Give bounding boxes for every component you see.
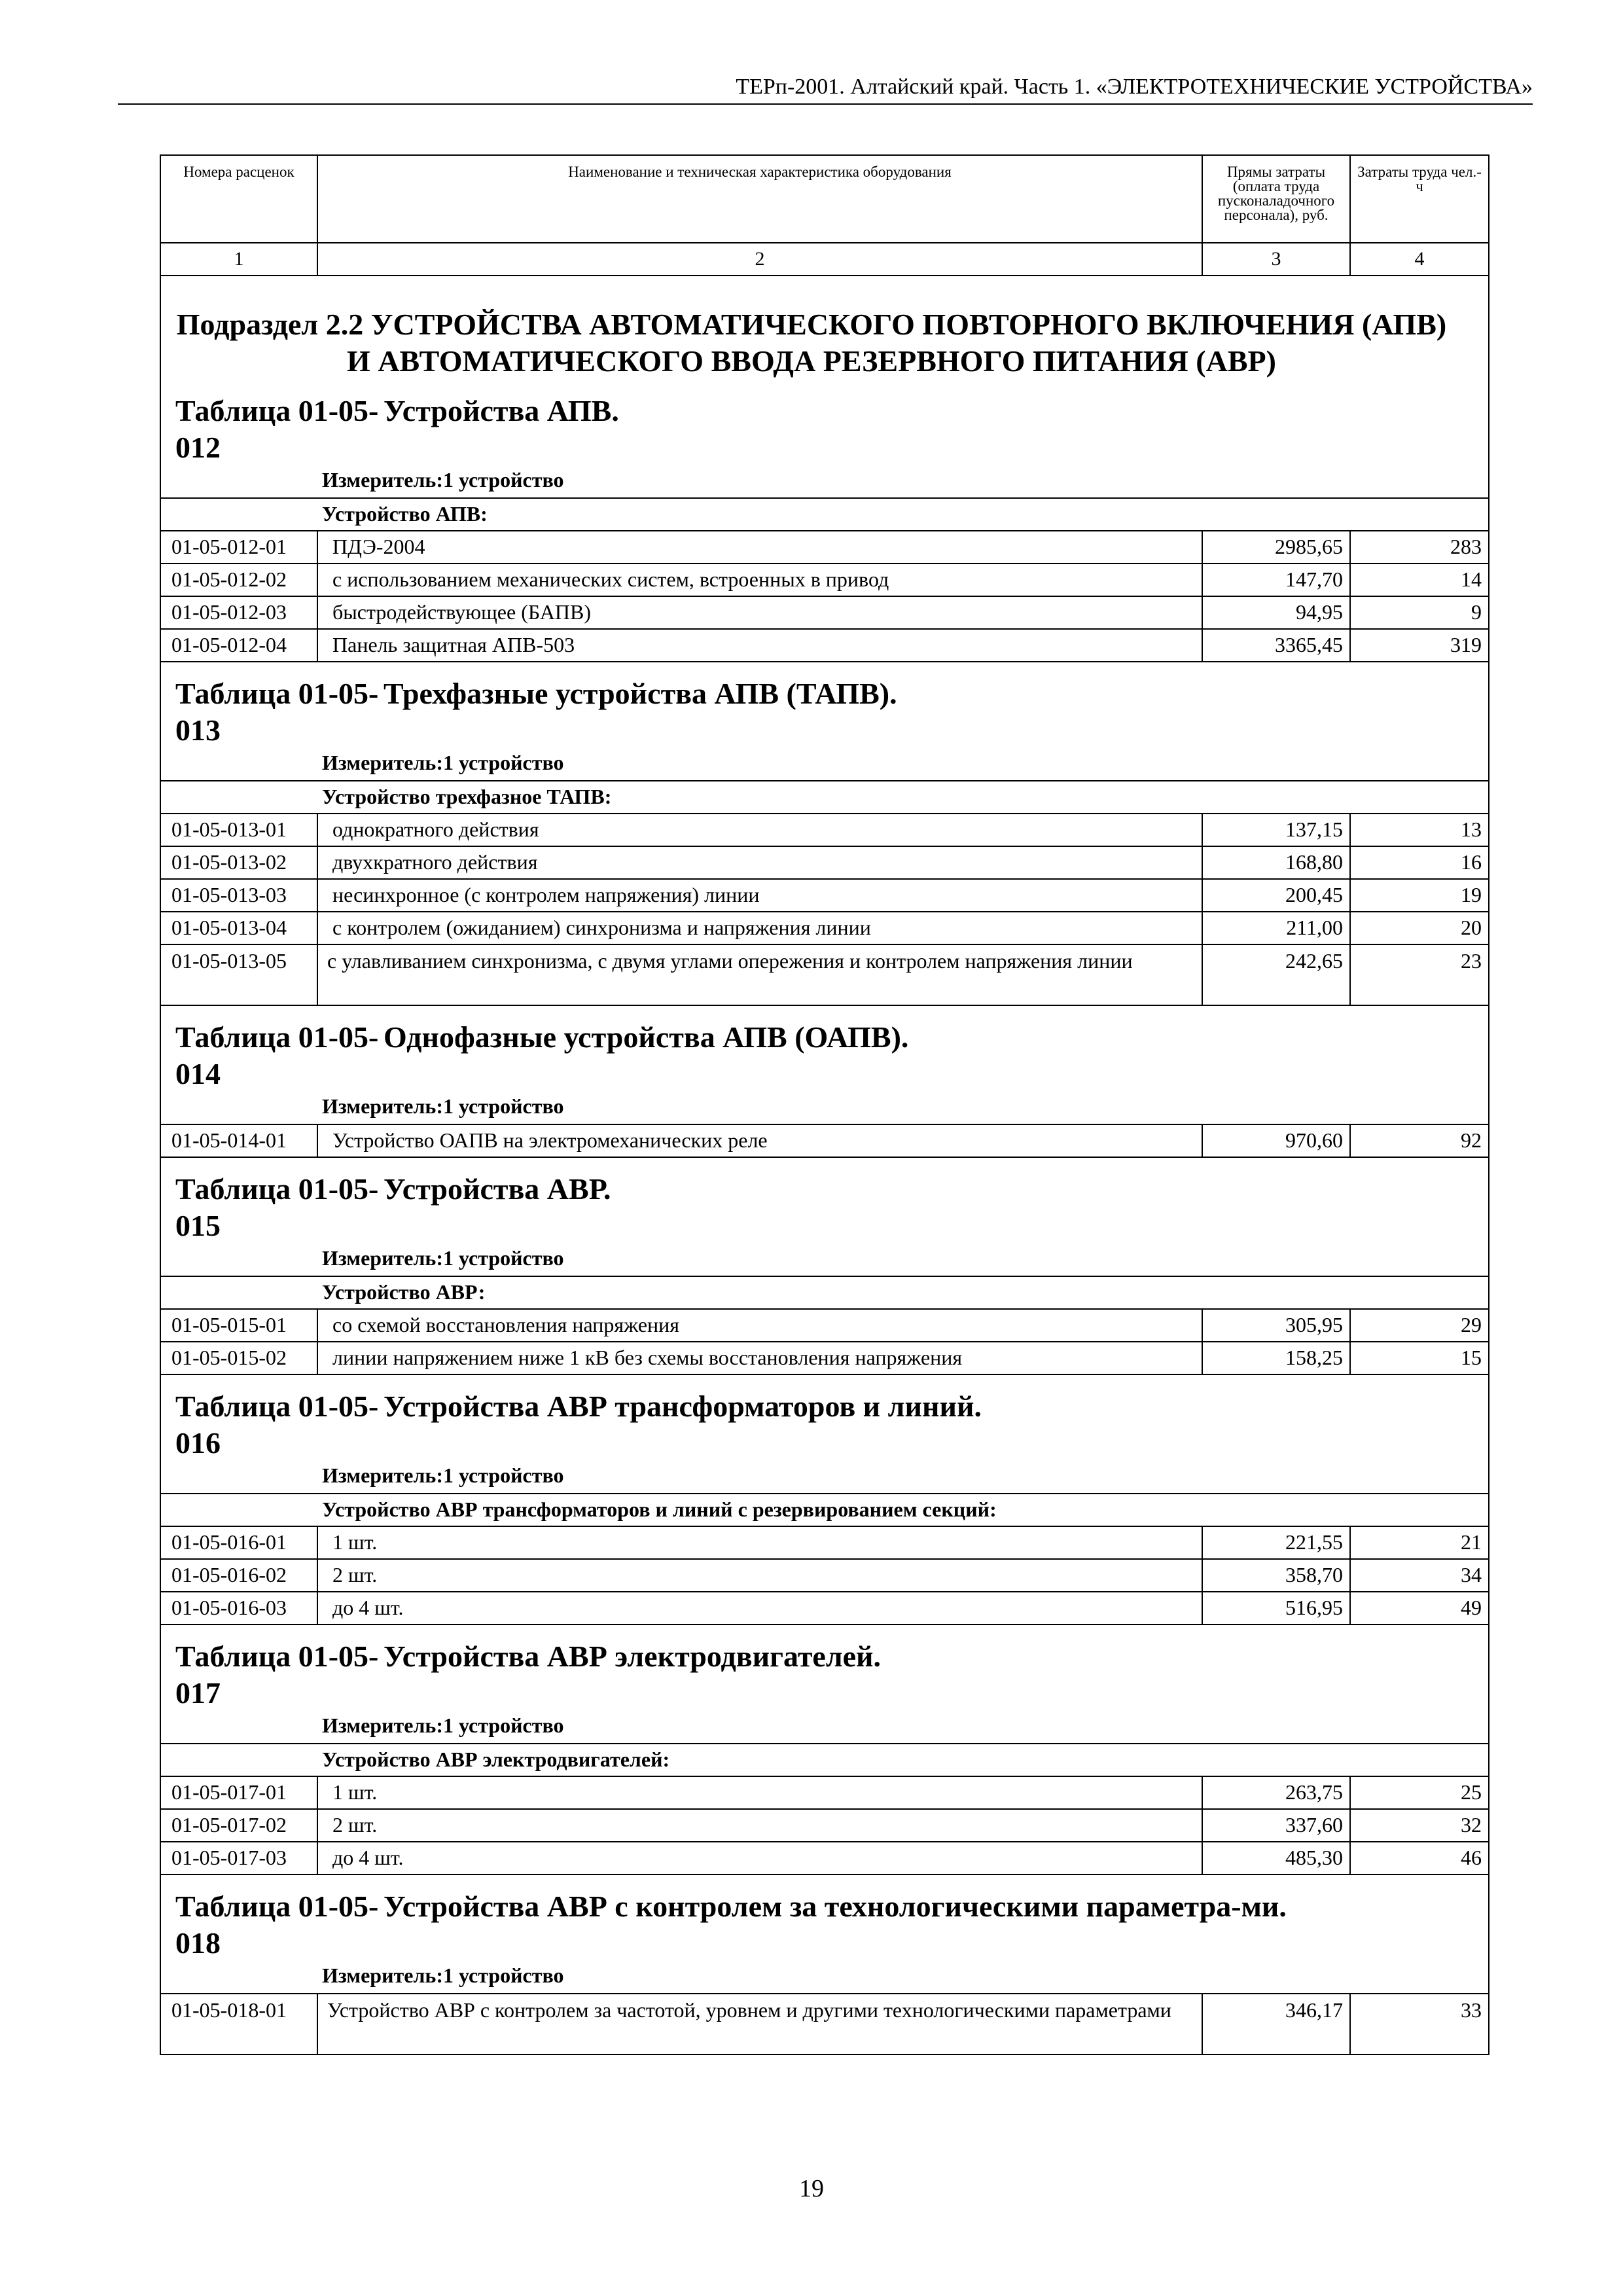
table-code: Таблица 01-05-016 (175, 1390, 379, 1460)
rate-code: 01-05-012-01 (160, 531, 317, 564)
table-code: Таблица 01-05-013 (175, 677, 379, 747)
rate-code: 01-05-012-02 (160, 564, 317, 596)
table-title-cell (160, 662, 1489, 781)
table-row (160, 1809, 1489, 1842)
table-name: Однофазные устройства АПВ (ОАПВ). (383, 1020, 909, 1054)
table-row (160, 564, 1489, 596)
table-code: Таблица 01-05-018 (175, 1890, 379, 1960)
subheader-row (160, 1276, 1489, 1309)
table-row (160, 846, 1489, 879)
table-measure: Измеритель:1 устройство (322, 1463, 564, 1487)
rate-name: линии напряжением ниже 1 кВ без схемы восстановления напряжения (317, 1342, 1202, 1374)
rate-code: 01-05-016-03 (160, 1592, 317, 1624)
rate-labor: 34 (1350, 1559, 1489, 1592)
table-row (160, 1124, 1489, 1157)
table-title-cell (160, 276, 1489, 498)
rate-labor: 14 (1350, 564, 1489, 596)
rate-code: 01-05-013-03 (160, 879, 317, 912)
subheader-label: Устройство АВР электродвигателей: (160, 1744, 1489, 1776)
rate-cost: 3365,45 (1202, 629, 1350, 662)
subheader-label: Устройство АПВ: (160, 498, 1489, 531)
table-title-cell (160, 1157, 1489, 1276)
rate-cost: 137,15 (1202, 814, 1350, 846)
rate-name: с улавливанием синхронизма, с двумя углами опережения и контролем напряжения линии (317, 944, 1202, 1005)
rate-name: Устройство ОАПВ на электромеханических реле (317, 1124, 1202, 1157)
rate-name: ПДЭ-2004 (317, 531, 1202, 564)
table-row (160, 629, 1489, 662)
column-number-row (160, 243, 1489, 276)
rate-labor: 46 (1350, 1842, 1489, 1874)
rate-cost: 358,70 (1202, 1559, 1350, 1592)
rate-code: 01-05-015-02 (160, 1342, 317, 1374)
table-title-row (160, 1874, 1489, 1994)
rate-name: несинхронное (с контролем напряжения) линии (317, 879, 1202, 912)
rate-name: со схемой восстановления напряжения (317, 1309, 1202, 1342)
rate-labor: 29 (1350, 1309, 1489, 1342)
rate-cost: 337,60 (1202, 1809, 1350, 1842)
rate-labor: 13 (1350, 814, 1489, 846)
rate-code: 01-05-012-04 (160, 629, 317, 662)
table-title-cell (160, 1005, 1489, 1124)
rate-code: 01-05-012-03 (160, 596, 317, 629)
column-header-row (160, 155, 1489, 243)
rate-code: 01-05-013-05 (160, 944, 317, 1005)
table-row (160, 944, 1489, 1005)
table-row (160, 531, 1489, 564)
rate-code: 01-05-016-01 (160, 1526, 317, 1559)
table-measure: Измеритель:1 устройство (322, 468, 564, 492)
table-row (160, 1776, 1489, 1809)
rate-labor: 15 (1350, 1342, 1489, 1374)
col-number-1: 1 (160, 243, 317, 276)
rate-cost: 485,30 (1202, 1842, 1350, 1874)
table-measure: Измеритель:1 устройство (322, 751, 564, 774)
table-title-row (160, 1005, 1489, 1124)
rate-labor: 19 (1350, 879, 1489, 912)
table-title (161, 1388, 1488, 1462)
rate-name: быстродействующее (БАПВ) (317, 596, 1202, 629)
table-row (160, 1842, 1489, 1874)
subheader-row (160, 498, 1489, 531)
rate-labor: 21 (1350, 1526, 1489, 1559)
rate-cost: 970,60 (1202, 1124, 1350, 1157)
table-name: Устройства АПВ. (383, 394, 619, 427)
table-name: Устройства АВР электродвигателей. (383, 1640, 882, 1673)
rate-code: 01-05-016-02 (160, 1559, 317, 1592)
rate-labor: 25 (1350, 1776, 1489, 1809)
rate-name: до 4 шт. (317, 1592, 1202, 1624)
rate-code: 01-05-013-04 (160, 912, 317, 944)
table-title-cell (160, 1874, 1489, 1994)
table-title-row (160, 1374, 1489, 1494)
rate-cost: 305,95 (1202, 1309, 1350, 1342)
table-title (161, 1638, 1488, 1712)
rate-cost: 221,55 (1202, 1526, 1350, 1559)
rate-name: с контролем (ожиданием) синхронизма и напряжения линии (317, 912, 1202, 944)
subheader-row (160, 781, 1489, 814)
rate-labor: 49 (1350, 1592, 1489, 1624)
table-row (160, 1342, 1489, 1374)
page-header (118, 71, 1533, 105)
table-name: Трехфазные устройства АПВ (ТАПВ). (383, 677, 897, 710)
rate-labor: 16 (1350, 846, 1489, 879)
table-title-row (160, 662, 1489, 781)
rate-labor: 283 (1350, 531, 1489, 564)
table-name: Устройства АВР с контролем за технологическими параметра-ми. (383, 1890, 1287, 1923)
rate-cost: 2985,65 (1202, 531, 1350, 564)
rate-cost: 242,65 (1202, 944, 1350, 1005)
header-text: ТЕРп-2001. Алтайский край. Часть 1. «ЭЛЕКТРОТЕХНИЧЕСКИЕ УСТРОЙСТВА» (736, 75, 1533, 99)
table-row (160, 1559, 1489, 1592)
table-name: Устройства АВР трансформаторов и линий. (383, 1390, 982, 1423)
subheader-row (160, 1494, 1489, 1526)
rate-code: 01-05-014-01 (160, 1124, 317, 1157)
col-header-labor: Затраты труда чел.-ч (1350, 155, 1489, 243)
table-row (160, 1592, 1489, 1624)
table-name: Устройства АВР. (383, 1172, 611, 1206)
rate-name: Панель защитная АПВ-503 (317, 629, 1202, 662)
table-row (160, 596, 1489, 629)
subheader-label: Устройство АВР трансформаторов и линий с резервированием секций: (160, 1494, 1489, 1526)
rate-name: двухкратного действия (317, 846, 1202, 879)
rate-cost: 200,45 (1202, 879, 1350, 912)
rate-code: 01-05-013-02 (160, 846, 317, 879)
rates-table (160, 154, 1489, 2055)
table-code: Таблица 01-05-014 (175, 1020, 379, 1090)
table-row (160, 912, 1489, 944)
rate-code: 01-05-018-01 (160, 1994, 317, 2054)
table-title-cell (160, 1624, 1489, 1744)
col-number-4: 4 (1350, 243, 1489, 276)
rate-labor: 9 (1350, 596, 1489, 629)
table-title (161, 393, 1488, 466)
table-code: Таблица 01-05-015 (175, 1172, 379, 1242)
rate-name: 1 шт. (317, 1776, 1202, 1809)
rate-code: 01-05-017-01 (160, 1776, 317, 1809)
rate-name: Устройство АВР с контролем за частотой, уровнем и другими технологическими параметрами (317, 1994, 1202, 2054)
rate-name: 2 шт. (317, 1809, 1202, 1842)
col-number-2: 2 (317, 243, 1202, 276)
table-measure: Измеритель:1 устройство (322, 1713, 564, 1737)
rate-labor: 32 (1350, 1809, 1489, 1842)
col-header-direct-costs: Прямы затраты (оплата труда пусконаладочного персонала), руб. (1202, 155, 1350, 243)
table-title-cell (160, 1374, 1489, 1494)
rate-code: 01-05-013-01 (160, 814, 317, 846)
rate-cost: 516,95 (1202, 1592, 1350, 1624)
rate-cost: 158,25 (1202, 1342, 1350, 1374)
table-row (160, 1994, 1489, 2054)
table-title-row (160, 1624, 1489, 1744)
table-measure: Измеритель:1 устройство (322, 1246, 564, 1270)
rate-labor: 92 (1350, 1124, 1489, 1157)
rate-name: 2 шт. (317, 1559, 1202, 1592)
rate-name: с использованием механических систем, встроенных в привод (317, 564, 1202, 596)
rate-cost: 263,75 (1202, 1776, 1350, 1809)
table-measure: Измеритель:1 устройство (322, 1094, 564, 1118)
col-number-3: 3 (1202, 243, 1350, 276)
table-title-row (160, 1157, 1489, 1276)
rate-cost: 147,70 (1202, 564, 1350, 596)
table-title (161, 1019, 1488, 1092)
rate-code: 01-05-017-02 (160, 1809, 317, 1842)
rate-labor: 20 (1350, 912, 1489, 944)
rate-code: 01-05-015-01 (160, 1309, 317, 1342)
rate-name: 1 шт. (317, 1526, 1202, 1559)
table-measure: Измеритель:1 устройство (322, 1964, 564, 1987)
rate-labor: 319 (1350, 629, 1489, 662)
rate-name: до 4 шт. (317, 1842, 1202, 1874)
rate-labor: 23 (1350, 944, 1489, 1005)
rate-name: однократного действия (317, 814, 1202, 846)
col-header-rate-numbers: Номера расценок (160, 155, 317, 243)
subheader-label: Устройство трехфазное ТАПВ: (160, 781, 1489, 814)
rate-cost: 346,17 (1202, 1994, 1350, 2054)
rate-cost: 168,80 (1202, 846, 1350, 879)
table-row (160, 1309, 1489, 1342)
subheader-row (160, 1744, 1489, 1776)
table-row (160, 814, 1489, 846)
rate-code: 01-05-017-03 (160, 1842, 317, 1874)
section-title: Подраздел 2.2 УСТРОЙСТВА АВТОМАТИЧЕСКОГО ПОВТОРНОГО ВКЛЮЧЕНИЯ (АПВ) И АВТОМАТИЧЕСКОГО ВВОДА РЕЗЕРВНОГО ПИТАНИЯ (АВР) (176, 308, 1447, 378)
table-code: Таблица 01-05-012 (175, 394, 379, 464)
table-title-row (160, 276, 1489, 498)
table-title (161, 1888, 1488, 1962)
rate-labor: 33 (1350, 1994, 1489, 2054)
table-code: Таблица 01-05-017 (175, 1640, 379, 1710)
rate-cost: 211,00 (1202, 912, 1350, 944)
table-title (161, 675, 1488, 749)
col-header-name: Наименование и техническая характеристика оборудования (317, 155, 1202, 243)
page-number: 19 (799, 2175, 824, 2202)
table-row (160, 879, 1489, 912)
rate-cost: 94,95 (1202, 596, 1350, 629)
table-title (161, 1171, 1488, 1244)
subheader-label: Устройство АВР: (160, 1276, 1489, 1309)
table-row (160, 1526, 1489, 1559)
